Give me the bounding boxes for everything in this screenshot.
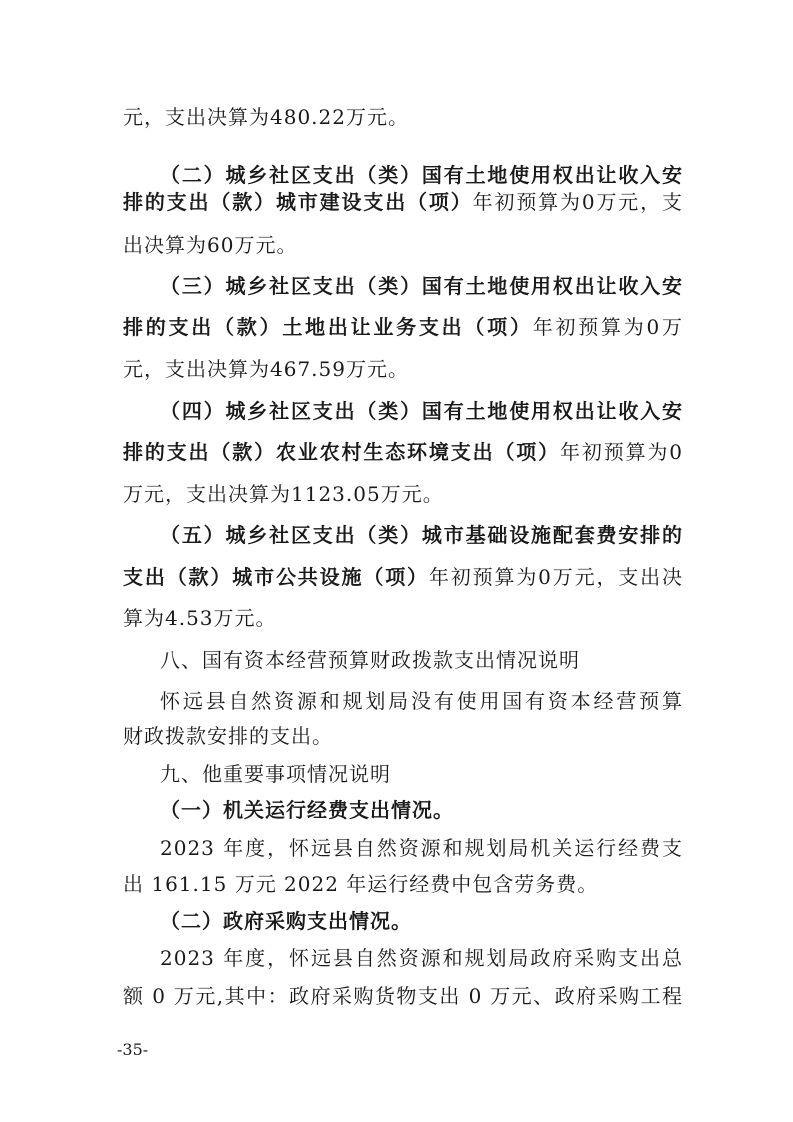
paragraph-line: 排的支出（款）城市建设支出（项）年初预算为0万元，支	[123, 190, 684, 214]
section-heading-line: （四）城乡社区支出（类）国有土地使用权出让收入安	[160, 399, 683, 423]
paragraph-line: 怀远县自然资源和规划局没有使用国有资本经营预算	[160, 689, 683, 713]
paragraph-line: 元，支出决算为467.59万元。	[123, 357, 409, 381]
paragraph-line: 排的支出（款）土地出让业务支出（项）年初预算为0万	[123, 315, 683, 339]
section-heading-line: （二）城乡社区支出（类）国有土地使用权出让收入安	[160, 163, 683, 187]
paragraph-line: 算为4.53万元。	[123, 606, 277, 630]
subsection-heading: （一）机关运行经费支出情况。	[160, 798, 454, 822]
paragraph-line: 出决算为60万元。	[123, 233, 298, 257]
section-title-eight: 八、国有资本经营预算财政拨款支出情况说明	[160, 648, 580, 672]
paragraph-line: 支出（款）城市公共设施（项）年初预算为0万元，支出决	[123, 565, 684, 589]
paragraph-line: 排的支出（款）农业农村生态环境支出（项）年初预算为0	[123, 440, 683, 464]
section-title-nine: 九、他重要事项情况说明	[160, 762, 391, 786]
paragraph-line: 元，支出决算为480.22万元。	[123, 105, 409, 129]
paragraph-line: 额 0 万元,其中：政府采购货物支出 0 万元、政府采购工程	[123, 984, 683, 1008]
paragraph-line: 2023 年度，怀远县自然资源和规划局机关运行经费支	[160, 836, 683, 860]
page-number: -35-	[117, 1040, 149, 1059]
paragraph-line: 万元，支出决算为1123.05万元。	[123, 482, 444, 506]
section-heading-line: （五）城乡社区支出（类）城市基础设施配套费安排的	[160, 523, 683, 547]
subsection-heading: （二）政府采购支出情况。	[160, 909, 412, 933]
paragraph-line: 2023 年度，怀远县自然资源和规划局政府采购支出总	[160, 946, 683, 970]
paragraph-line: 财政拨款安排的支出。	[123, 724, 333, 748]
section-heading-line: （三）城乡社区支出（类）国有土地使用权出让收入安	[160, 274, 683, 298]
paragraph-line: 出 161.15 万元 2022 年运行经费中包含劳务费。	[123, 872, 599, 896]
